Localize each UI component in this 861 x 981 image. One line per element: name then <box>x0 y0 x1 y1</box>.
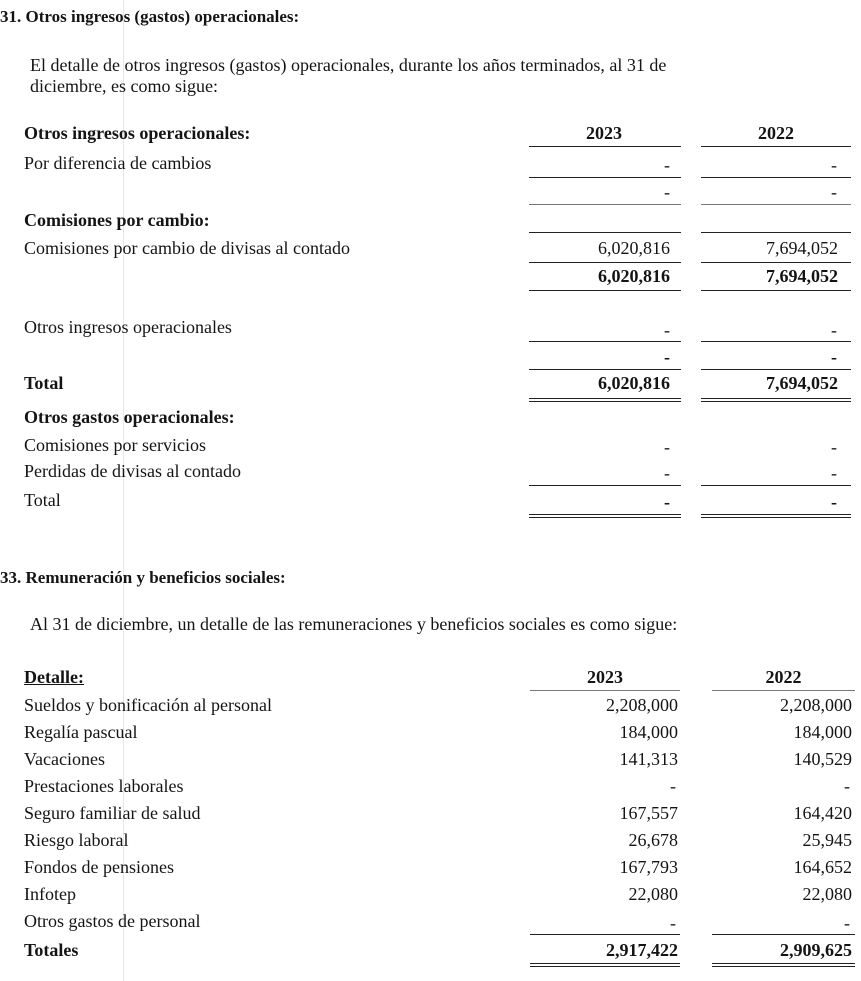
row-label-comisiones-servicios: Comisiones por servicios <box>24 435 206 455</box>
detail-row-label: Sueldos y bonificación al personal <box>24 695 272 715</box>
value-2022: - <box>831 463 837 483</box>
subtotal-rule <box>529 290 681 291</box>
subtotal-rule <box>701 262 851 263</box>
row-label-por-diferencia: Por diferencia de cambios <box>24 153 212 173</box>
gastos-total-value-2022: - <box>831 492 837 512</box>
subtotal-rule <box>701 290 851 291</box>
section-rule <box>529 232 681 233</box>
value-2023: 6,020,816 <box>598 238 670 258</box>
totales-value-2022: 2,909,625 <box>780 940 852 960</box>
detail-row-label: Fondos de pensiones <box>24 857 174 877</box>
subtotal-value-2023: - <box>664 182 670 202</box>
subtotal-rule <box>529 369 681 370</box>
column-header-2022: 2022 <box>765 667 802 687</box>
detail-row-value-2023: 141,313 <box>619 749 678 769</box>
detail-row-value-2022: 25,945 <box>802 830 852 850</box>
detail-row-value-2023: - <box>670 776 676 796</box>
row-label-perdidas-divisas: Perdidas de divisas al contado <box>24 461 241 481</box>
comisiones-header: Comisiones por cambio: <box>24 210 210 230</box>
subtotal-value-2023: 6,020,816 <box>598 266 670 286</box>
value-2022: 7,694,052 <box>766 238 838 258</box>
header-underline-2023 <box>530 690 680 691</box>
subtotal-rule <box>701 204 851 205</box>
row-label-otros-ingresos-op: Otros ingresos operacionales <box>24 317 232 337</box>
value-2023: - <box>664 463 670 483</box>
header-underline-2022 <box>712 690 855 691</box>
subtotal-rule <box>529 485 681 486</box>
detail-row-value-2022: 184,000 <box>793 722 852 742</box>
value-2023: - <box>664 437 670 457</box>
subtotal-rule <box>529 341 681 342</box>
detail-row-value-2023: 2,208,000 <box>606 695 678 715</box>
subtotal-rule <box>529 177 681 178</box>
section-31-title: 31. Otros ingresos (gastos) operacionales: <box>0 7 300 26</box>
section-33-title: 33. Remuneración y beneficios sociales: <box>0 568 286 587</box>
gastos-total-value-2023: - <box>664 492 670 512</box>
subtotal-rule <box>701 341 851 342</box>
value-2023: - <box>664 155 670 175</box>
subtotal-rule <box>530 934 680 935</box>
totales-label: Totales <box>24 940 79 960</box>
subtotal-rule <box>701 369 851 370</box>
detail-row-value-2022: 140,529 <box>793 749 852 769</box>
total-double-underline <box>529 398 681 402</box>
subtotal-rule <box>529 204 681 205</box>
subtotal-value-2022: - <box>831 182 837 202</box>
value-2022: - <box>831 320 837 340</box>
value-2022: - <box>831 437 837 457</box>
section-31-intro-line1: El detalle de otros ingresos (gastos) operacionales, durante los años terminados, al 31 de <box>30 55 667 75</box>
row-label-comisiones-divisas: Comisiones por cambio de divisas al contado <box>24 238 350 258</box>
detail-row-label: Regalía pascual <box>24 722 138 742</box>
otros-gastos-header: Otros gastos operacionales: <box>24 407 235 427</box>
detail-row-value-2022: 164,652 <box>793 857 852 877</box>
detail-row-value-2022: 164,420 <box>793 803 852 823</box>
subtotal-value-2022: - <box>831 347 837 367</box>
section-33-intro: Al 31 de diciembre, un detalle de las remuneraciones y beneficios sociales es como sigue: <box>30 614 678 634</box>
header-underline-2023 <box>529 146 681 147</box>
subtotal-rule <box>712 934 855 935</box>
detail-row-value-2023: 167,557 <box>619 803 678 823</box>
detail-row-label: Prestaciones laborales <box>24 776 184 796</box>
detail-row-label: Seguro familiar de salud <box>24 803 201 823</box>
detail-row-value-2023: 26,678 <box>628 830 678 850</box>
subtotal-rule <box>529 262 681 263</box>
detail-row-value-2022: - <box>844 776 850 796</box>
subtotal-rule <box>701 177 851 178</box>
detail-row-value-2022: 22,080 <box>802 884 852 904</box>
total-double-underline <box>701 398 851 402</box>
column-header-2023: 2023 <box>586 123 622 143</box>
total-value-2022: 7,694,052 <box>766 373 838 393</box>
detail-row-label: Riesgo laboral <box>24 830 129 850</box>
column-header-2023: 2023 <box>587 667 623 687</box>
total-double-underline <box>712 963 855 967</box>
gastos-total-label: Total <box>24 490 61 510</box>
value-2023: - <box>664 320 670 340</box>
detail-row-label: Otros gastos de personal <box>24 911 201 931</box>
detalle-header: Detalle: <box>24 667 84 687</box>
detail-row-value-2022: 2,208,000 <box>780 695 852 715</box>
detail-row-value-2022: - <box>844 913 850 933</box>
detail-row-value-2023: 167,793 <box>619 857 678 877</box>
value-2022: - <box>831 155 837 175</box>
subtotal-value-2023: - <box>664 347 670 367</box>
column-header-2022: 2022 <box>758 123 794 143</box>
subtotal-value-2022: 7,694,052 <box>766 266 838 286</box>
detail-row-label: Infotep <box>24 884 76 904</box>
detail-row-value-2023: 184,000 <box>619 722 678 742</box>
detail-row-value-2023: - <box>670 913 676 933</box>
detail-row-label: Vacaciones <box>24 749 105 769</box>
section-31-intro-line2: diciembre, es como sigue: <box>30 76 218 96</box>
total-value-2023: 6,020,816 <box>598 373 670 393</box>
total-double-underline <box>701 514 851 518</box>
subtotal-rule <box>701 485 851 486</box>
header-underline-2022 <box>701 146 851 147</box>
total-label: Total <box>24 373 64 393</box>
section-rule <box>701 232 851 233</box>
detail-row-value-2023: 22,080 <box>628 884 678 904</box>
otros-ingresos-header: Otros ingresos operacionales: <box>24 123 251 143</box>
total-double-underline <box>530 963 680 967</box>
total-double-underline <box>529 514 681 518</box>
totales-value-2023: 2,917,422 <box>606 940 678 960</box>
